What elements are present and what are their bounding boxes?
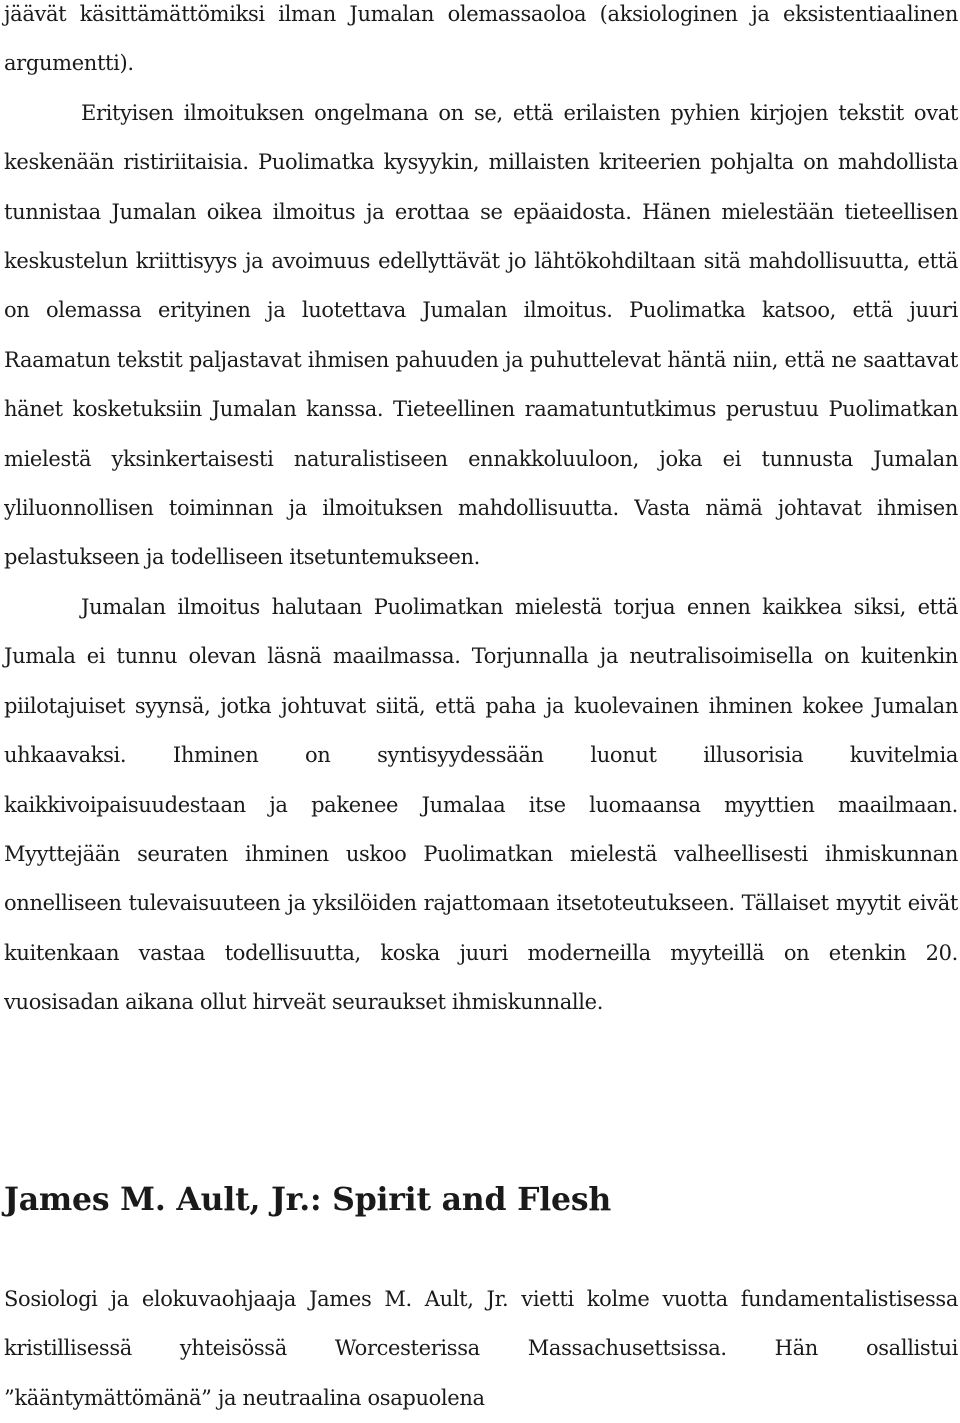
paragraph-3: Jumalan ilmoitus halutaan Puolimatkan mielestä torjua ennen kaikkea siksi, että Jumala ei tunnu olevan läsnä maailmassa. Torjunnalla ja neutralisoimisella on kuitenkin piilotajuiset syynsä, jotka johtuvat siitä, että paha ja kuolevainen ihminen kokee Jumalan uhkaavaksi. Ihminen on syntisyydessään luonut illusorisia kuvitelmia kaikkivoipaisuudestaan ja pakenee Jumalaa itse luomaansa myyttien maailmaan. Myyttejään seuraten ihminen uskoo Puolimatkan mielestä valheellisesti ihmiskunnan onnelliseen tulevaisuuteen ja yksilöiden rajattomaan itsetoteutukseen. Tällaiset myytit eivät kuitenkaan vastaa todellisuutta, koska juuri moderneilla myyteillä on etenkin 20. vuosisadan aikana ollut hirveät seuraukset ihmiskunnalle. <box>4 594 958 1015</box>
document-page <box>4 0 958 1410</box>
paragraph-2: Erityisen ilmoituksen ongelmana on se, että erilaisten pyhien kirjojen tekstit ovat keskenään ristiriitaisia. Puolimatka kysyykin, millaisten kriteerien pohjalta on mahdollista tunnistaa Jumalan oikea ilmoitus ja erottaa se epäaidosta. Hänen mielestään tieteellisen keskustelun kriittisyys ja avoimuus edellyttävät jo lähtökohdiltaan sitä mahdollisuutta, että on olemassa erityinen ja luotettava Jumalan ilmoitus. Puolimatka katsoo, että juuri Raamatun tekstit paljastavat ihmisen pahuuden ja puhuttelevat häntä niin, että ne saattavat hänet kosketuksiin Jumalan kanssa. Tieteellinen raamatuntutkimus perustuu Puolimatkan mielestä yksinkertaisesti naturalistiseen ennakkoluuloon, joka ei tunnusta Jumalan yliluonnollisen toiminnan ja ilmoituksen mahdollisuutta. Vasta nämä johtavat ihmisen pelastukseen ja todelliseen itsetuntemukseen. <box>4 100 958 570</box>
section-heading: James M. Ault, Jr.: Spirit and Flesh <box>4 1181 612 1218</box>
section-body <box>4 1275 958 1423</box>
paragraph-4: Sosiologi ja elokuvaohjaaja James M. Ault, Jr. vietti kolme vuotta fundamentalistisessa kristillisessä yhteisössä Worcesterissa Massachusettsissa. Hän osallistui ”kääntymättömänä” ja neutraalina osapuolena <box>4 1287 958 1410</box>
paragraph-1: jäävät käsittämättömiksi ilman Jumalan olemassaoloa (aksiologinen ja eksistentiaalinen argumentti). <box>4 2 958 76</box>
